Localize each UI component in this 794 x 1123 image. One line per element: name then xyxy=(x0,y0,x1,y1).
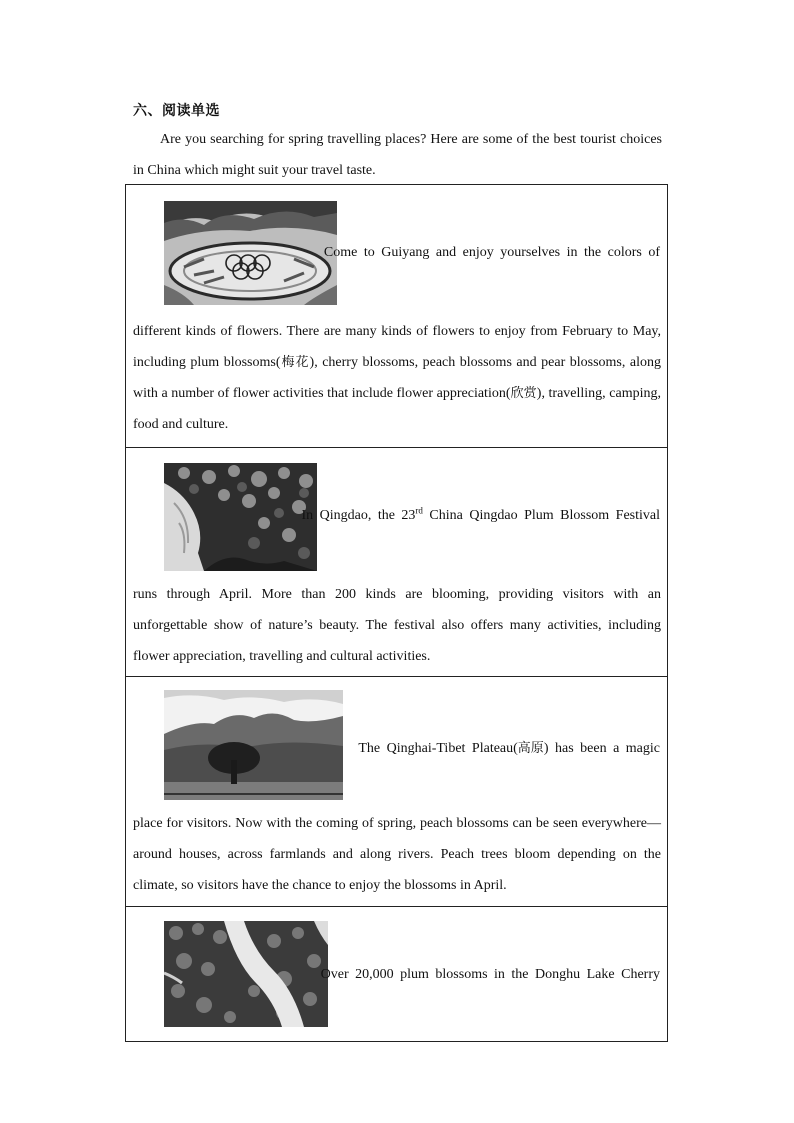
intro-text: Are you searching for spring travelling places? Here are some of the best tourist choices in China which might suit your travel taste. xyxy=(133,132,662,178)
qingdao-body-text: runs through April. More than 200 kinds are blooming, providing visitors with an unforgettable show of nature’s beauty. The festival also offers many activities, including flower appreciation, travelling and cultural activities. xyxy=(133,587,661,664)
donghu-first-line: Over 20,000 plum blossoms in the Donghu Lake Cherry xyxy=(320,967,660,982)
entry-guiyang xyxy=(126,185,667,447)
qinghai-body-text: place for visitors. Now with the coming of spring, peach blossoms can be seen everywhere—around houses, across farmlands and along rivers. Peach trees bloom depending on the climate, so visitors have the chance to enjoy the blossoms in April. xyxy=(133,816,661,893)
plum-blossom-photo-icon xyxy=(164,463,317,571)
entry-qingdao xyxy=(126,447,667,676)
guiyang-first-line: Come to Guiyang and enjoy yourselves in the colors of xyxy=(323,245,660,260)
guiyang-body-text: different kinds of flowers. There are many kinds of flowers to enjoy from February to May, including plum blossoms(梅花), cherry blossoms, peach blossoms and pear blossoms, along with a number of flower activities that include flower appreciation(欣赏), travelling, camping, food and culture. xyxy=(133,324,661,432)
intro-paragraph xyxy=(133,124,662,186)
flower-garden-photo-icon xyxy=(164,201,337,305)
section-heading: 六、阅读单选 xyxy=(133,103,220,119)
qinghai-first-line: The Qinghai-Tibet Plateau(高原) has been a magic xyxy=(358,741,660,756)
qingdao-first-line: In Qingdao, the 23rd China Qingdao Plum Blossom Festival xyxy=(301,505,660,523)
entry-qinghai-tibet xyxy=(126,676,667,906)
cherry-blossom-photo-icon xyxy=(164,921,328,1027)
entry-donghu-lake xyxy=(126,906,667,1041)
destinations-table xyxy=(125,184,668,1042)
mountain-tree-photo-icon xyxy=(164,690,343,800)
